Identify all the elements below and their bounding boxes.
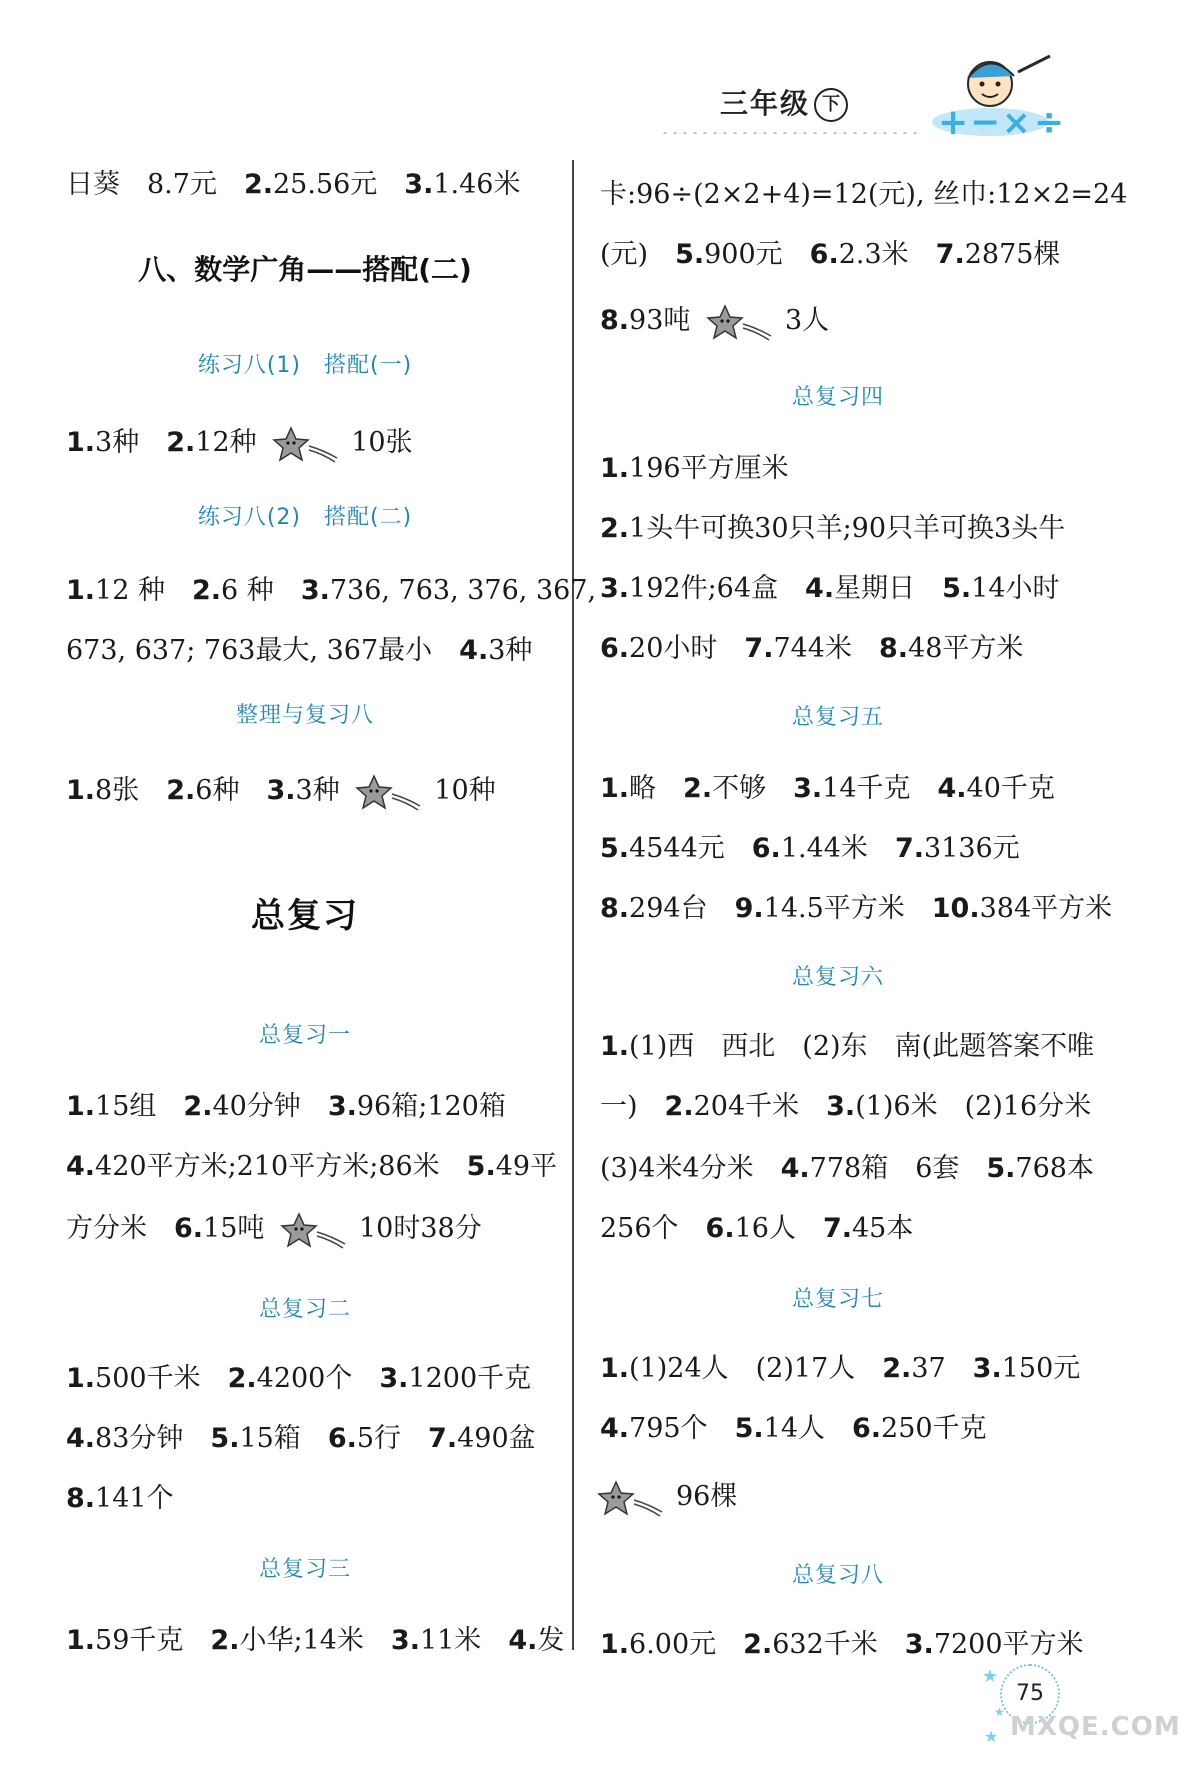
answer-text: 1.46米 [433,169,521,200]
answer-text: 小华;14米 [239,1625,364,1656]
answer-text: 59千克 [95,1625,184,1656]
answer-text: 12种 [195,427,257,458]
question-number: 1. [66,775,96,806]
question-number: 5. [210,1423,240,1454]
answer-text: 14.5平方米 [763,893,905,924]
question-number: 1. [600,1629,630,1660]
answer-line [66,1206,482,1250]
answer-text: 发 [537,1625,565,1656]
answer-text: 7200平方米 [933,1629,1084,1660]
answer-text: 3136元 [923,833,1020,864]
column-divider [572,160,574,1650]
answer-text: 256个 [600,1213,679,1244]
answer-line [66,1144,557,1183]
section-title: 总复习四 [791,385,884,410]
question-number: 2. [166,427,196,458]
section-title: 总复习五 [791,705,884,730]
question-number: 2. [210,1625,240,1656]
svg-text:−: − [970,102,1001,142]
section-title: 练习八(1) 搭配(一) [197,353,413,378]
question-number: 8. [600,305,630,336]
answer-text: 略 [629,773,657,804]
answer-text: 744米 [773,633,852,664]
star-bonus-icon [271,424,341,464]
answer-text: 10时38分 [359,1213,482,1244]
watermark: MXQE.COM [1010,1712,1181,1742]
question-number: 2. [743,1629,773,1660]
question-number: 3. [379,1363,409,1394]
answer-text: 不够 [712,773,767,804]
answer-text: 3人 [785,305,830,336]
answer-text: 10种 [434,775,496,806]
question-number: 5. [466,1151,496,1182]
answer-line [600,1206,913,1245]
question-number: 4. [937,773,967,804]
answer-text: 星期日 [834,573,916,604]
answer-text: 15箱 [239,1423,301,1454]
page-number: 75 [1000,1664,1060,1724]
svg-text:+: + [938,102,969,142]
question-number: 3. [904,1629,934,1660]
question-number: 4. [508,1625,538,1656]
answer-line [600,566,1060,605]
volume-badge: 下 [814,88,848,122]
question-number: 2. [192,575,222,606]
answer-line [600,1406,987,1445]
chapter-title: 八、数学广角——搭配(二) [138,253,472,286]
answer-line [66,1356,531,1395]
answer-line [66,1084,506,1123]
section-title: 总复习六 [791,965,884,990]
question-number: 4. [805,573,835,604]
answer-text: 900元 [704,239,783,270]
question-number: 5. [600,833,630,864]
answer-text: 150元 [1001,1353,1081,1384]
section-title: 整理与复习八 [235,703,374,728]
question-number: 3. [600,573,630,604]
answer-text: 196平方厘米 [629,453,789,484]
question-number: 1. [66,1363,96,1394]
question-number: 9. [734,893,764,924]
answer-text: 736, 763, 376, 367, [329,575,597,606]
answer-text: 40分钟 [212,1091,301,1122]
answer-text: 4200个 [256,1363,353,1394]
answer-text: 141个 [95,1483,174,1514]
answer-text: (元) [600,239,649,270]
answer-text: 795个 [629,1413,708,1444]
answer-text: 15吨 [203,1213,265,1244]
answer-text: 3种 [95,427,140,458]
answer-text: 250千克 [881,1413,987,1444]
question-number: 5. [986,1153,1016,1184]
answer-text: 25.56元 [273,169,378,200]
answer-text: 15组 [95,1091,157,1122]
answer-text: 83分钟 [95,1423,184,1454]
answer-line [66,420,413,464]
question-number: 3. [793,773,823,804]
answer-text: 6.00元 [629,1629,717,1660]
question-number: 2. [243,169,273,200]
question-number: 4. [66,1423,96,1454]
answer-text: 49平 [495,1151,558,1182]
question-number: 1. [66,575,96,606]
answer-text: 204千米 [693,1091,800,1122]
answer-text: 420平方米;210平方米;86米 [95,1151,440,1182]
question-number: 7. [894,833,924,864]
section-title: 总复习二 [258,1297,351,1322]
answer-text: 294台 [629,893,708,924]
mascot-icon [930,52,1090,142]
question-number: 1. [600,773,630,804]
header-dotted-line [660,132,920,134]
answer-line [600,446,789,485]
answer-text: 2875棵 [964,239,1061,270]
answer-line [600,1346,1080,1385]
answer-line [600,886,1112,925]
answer-line [600,766,1055,805]
question-number: 2. [683,773,713,804]
question-number: 6. [174,1213,204,1244]
answer-text: 2.3米 [838,239,909,270]
star-bonus-icon [279,1210,349,1250]
answer-text: 6 种 [221,575,274,606]
answer-line [600,1084,1091,1123]
answer-line [66,1618,564,1657]
svg-text:★: ★ [984,1727,999,1746]
answer-line [66,1416,536,1455]
answer-text: 3种 [295,775,340,806]
answer-text: (1)24人 (2)17人 [629,1353,856,1384]
question-number: 2. [882,1353,912,1384]
answer-text: 1.44米 [780,833,868,864]
question-number: 6. [852,1413,882,1444]
question-number: 7. [744,633,774,664]
answer-text: 673, 637; 763最大, 367最小 [66,635,433,666]
answer-text: (1)西 西北 (2)东 南(此题答案不唯 [629,1031,1095,1062]
star-bonus-icon [705,302,775,342]
answer-text: 12 种 [95,575,165,606]
svg-text:★: ★ [982,1666,999,1687]
question-number: 1. [600,1353,630,1384]
question-number: 4. [600,1413,630,1444]
answer-text: (1)6米 (2)16分米 [855,1091,1092,1122]
answer-text: 日葵 8.7元 [66,169,217,200]
question-number: 3. [972,1353,1002,1384]
question-number: 8. [879,633,909,664]
answer-text: 8张 [95,775,140,806]
answer-text: 卡:96÷(2×2+4)=12(元), 丝巾:12×2=24 [600,179,1128,210]
question-number: 2. [183,1091,213,1122]
question-number: 2. [166,775,196,806]
answer-line [600,172,1127,211]
answer-text: (3)4米4分米 [600,1153,754,1184]
question-number: 1. [600,453,630,484]
question-number: 2. [664,1091,694,1122]
question-number: 6. [809,239,839,270]
question-number: 3. [826,1091,856,1122]
answer-text: 768本 [1015,1153,1094,1184]
question-number: 4. [66,1151,96,1182]
answer-text: 93吨 [629,305,691,336]
answer-text: 11米 [419,1625,482,1656]
answer-text: 632千米 [772,1629,878,1660]
answer-text: 500千米 [95,1363,201,1394]
answer-text: 20小时 [629,633,718,664]
question-number: 7. [822,1213,852,1244]
svg-text:★: ★ [994,1705,1005,1719]
answer-text: 14千克 [822,773,911,804]
star-bonus-icon [596,1478,666,1518]
answer-text: 16人 [734,1213,796,1244]
question-number: 6. [600,633,630,664]
question-number: 7. [428,1423,458,1454]
grade-label [720,82,848,122]
answer-text: 37 [911,1353,946,1384]
question-number: 6. [705,1213,735,1244]
section-title: 总复习七 [791,1287,884,1312]
grade-text: 三年级 [720,87,811,120]
star-bonus-icon [354,772,424,812]
svg-text:×: × [1002,103,1031,142]
answer-text: 1200千克 [408,1363,532,1394]
answer-line [600,826,1020,865]
answer-line [66,1476,174,1515]
answer-text: 45本 [852,1213,914,1244]
answer-line [66,628,532,667]
question-number: 3. [266,775,296,806]
section-title: 总复习三 [258,1557,351,1582]
answer-text: 6种 [195,775,240,806]
answer-text: 48平方米 [908,633,1024,664]
answer-line [600,626,1023,665]
question-number: 2. [227,1363,257,1394]
question-number: 1. [66,427,96,458]
answer-text: 14人 [763,1413,825,1444]
answer-text: 96箱;120箱 [356,1091,506,1122]
question-number: 3. [300,575,330,606]
answer-text: 40千克 [966,773,1055,804]
question-number: 5. [942,573,972,604]
question-number: 3. [404,169,434,200]
answer-text: 方分米 [66,1213,147,1244]
question-number: 4. [459,635,489,666]
answer-text: 4544元 [629,833,725,864]
answer-line [66,568,596,607]
question-number: 3. [390,1625,420,1656]
answer-line [600,506,1065,545]
answer-text: 1头牛可换30只羊;90只羊可换3头牛 [629,513,1066,544]
answer-text: 490盆 [457,1423,536,1454]
answer-text: 14小时 [971,573,1060,604]
section-title: 练习八(2) 搭配(二) [197,505,413,530]
question-number: 6. [327,1423,357,1454]
answer-line [600,1024,1094,1063]
answer-line [600,298,829,342]
answer-text: 384平方米 [979,893,1113,924]
review-title: 总复习 [251,896,359,936]
question-number: 5. [675,239,705,270]
question-number: 8. [66,1483,96,1514]
answer-line [66,162,520,201]
question-number: 1. [66,1625,96,1656]
question-number: 5. [734,1413,764,1444]
answer-text: 192件;64盒 [629,573,779,604]
question-number: 1. [600,1031,630,1062]
question-number: 4. [780,1153,810,1184]
question-number: 10. [931,893,980,924]
answer-line [66,768,496,812]
answer-text: 778箱 6套 [809,1153,960,1184]
answer-text: 5行 [356,1423,402,1454]
answer-text: 10张 [351,427,413,458]
section-title: 总复习一 [258,1023,351,1048]
question-number: 7. [935,239,965,270]
answer-text: 3种 [488,635,533,666]
question-number: 8. [600,893,630,924]
question-number: 3. [327,1091,357,1122]
question-number: 1. [66,1091,96,1122]
answer-line [600,1146,1094,1185]
answer-line [600,232,1060,271]
section-title: 总复习八 [791,1563,884,1588]
answer-text: 96棵 [676,1481,738,1512]
answer-line [596,1474,737,1518]
question-number: 2. [600,513,630,544]
svg-text:÷: ÷ [1034,102,1065,142]
question-number: 6. [751,833,781,864]
answer-text: 一) [600,1091,638,1122]
